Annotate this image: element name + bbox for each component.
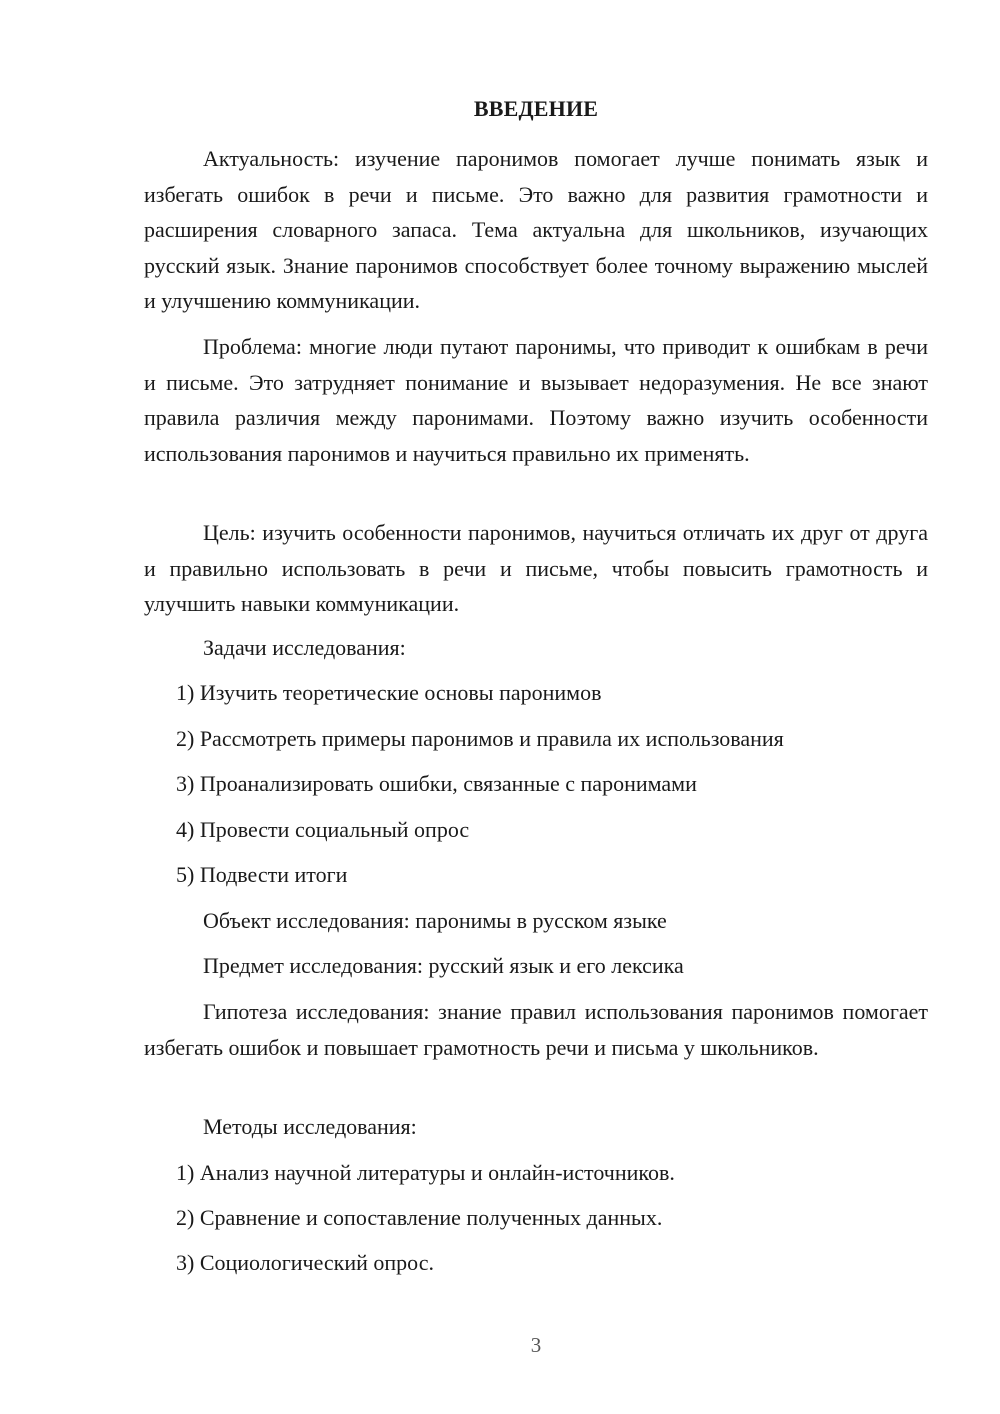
method-item: 2) Сравнение и сопоставление полученных данных. [176,1205,663,1230]
relevance-paragraph: Актуальность: изучение паронимов помогает лучше понимать язык и избегать ошибок в речи и письме. Это важно для развития грамотности и расширения словарного запаса. Тема актуальна для школьников, изучающих русский язык. Знание паронимов способствует более точному выражению мыслей и улучшению коммуникации. [144,146,928,313]
goal-paragraph: Цель: изучить особенности паронимов, научиться отличать их друг от друга и правильно использовать в речи и письме, чтобы повысить грамотность и улучшить навыки коммуникации. [144,520,928,616]
problem-paragraph: Проблема: многие люди путают паронимы, что приводит к ошибкам в речи и письме. Это затрудняет понимание и вызывает недоразумения. Не все знают правила различия между паронимами. Поэтому важно изучить особенности использования паронимов и научиться правильно их применять. [144,334,928,466]
hypothesis-paragraph: Гипотеза исследования: знание правил использования паронимов помогает избегать ошибок и повышает грамотность речи и письма у школьников. [144,999,928,1060]
subject-line: Предмет исследования: русский язык и его лексика [203,953,684,978]
tasks-heading: Задачи исследования: [203,635,406,660]
task-item: 5) Подвести итоги [176,862,348,887]
task-item: 2) Рассмотреть примеры паронимов и правила их использования [176,726,784,751]
method-item: 3) Социологический опрос. [176,1250,434,1275]
task-item: 1) Изучить теоретические основы паронимов [176,680,602,705]
task-item: 3) Проанализировать ошибки, связанные с паронимами [176,771,697,796]
methods-heading: Методы исследования: [203,1114,417,1139]
object-line: Объект исследования: паронимы в русском языке [203,908,667,933]
page-number: 3 [530,1333,542,1357]
method-item: 1) Анализ научной литературы и онлайн-источников. [176,1160,675,1185]
task-item: 4) Провести социальный опрос [176,817,470,842]
section-title: ВВЕДЕНИЕ [473,96,599,121]
